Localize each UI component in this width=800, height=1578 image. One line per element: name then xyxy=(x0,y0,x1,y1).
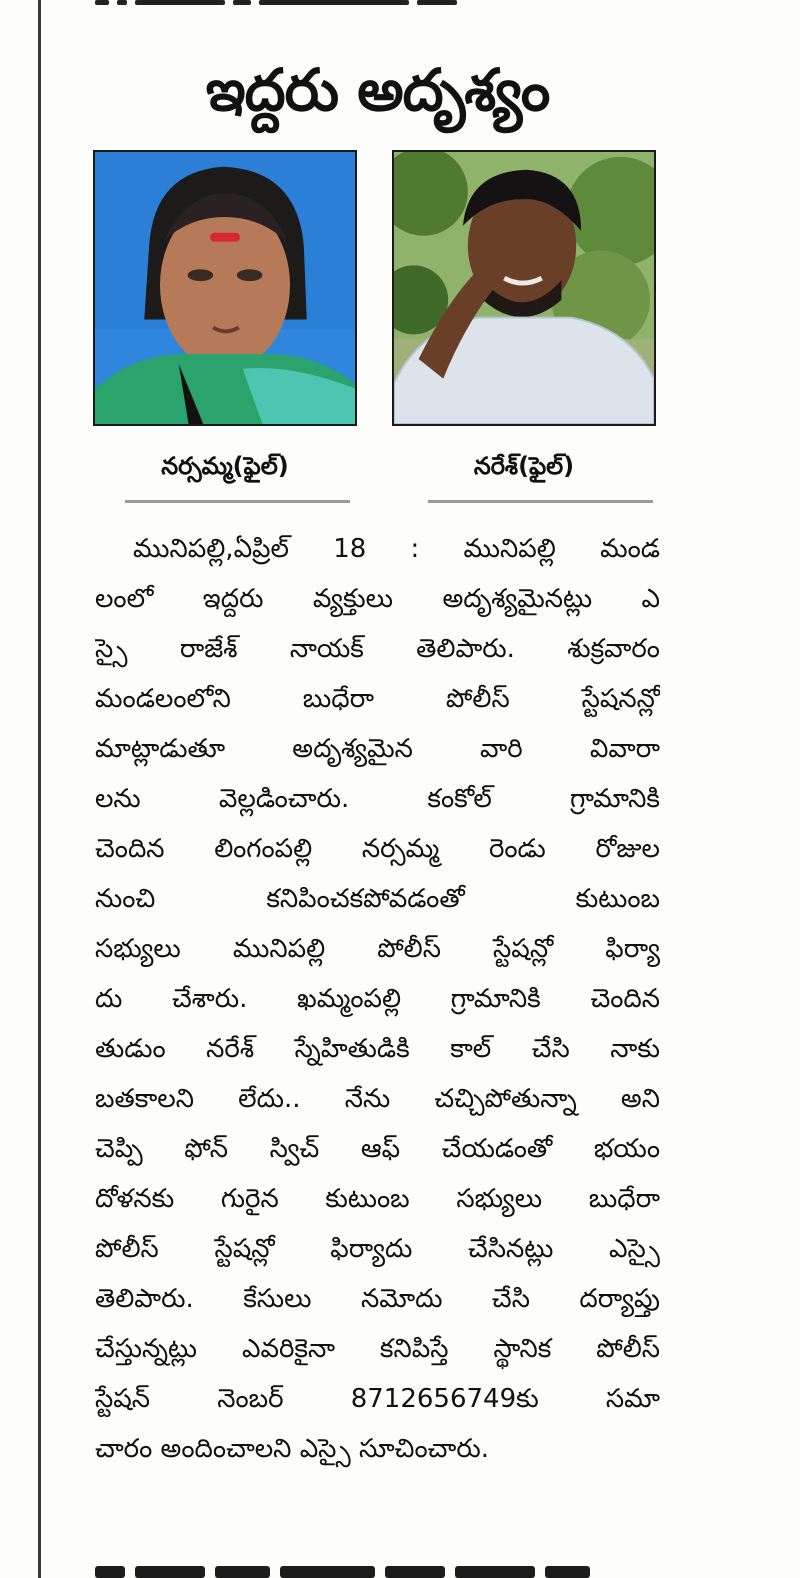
photo-narsamma xyxy=(93,150,357,426)
cropped-next-text xyxy=(95,1566,655,1578)
article-body xyxy=(95,524,660,1474)
portrait-man-image xyxy=(394,152,654,424)
body-line: దు చేశారు. ఖమ్మంపల్లి గ్రామానికి చెందిన xyxy=(95,984,660,1014)
body-line: పోలీస్ స్టేషన్లో ఫిర్యాదు చేసినట్లు ఎస్సై xyxy=(95,1234,660,1264)
body-line: తుడుం నరేశ్ స్నేహితుడికి కాల్ చేసి నాకు xyxy=(95,1034,660,1064)
body-line: చేస్తున్నట్లు ఎవరికైనా కనిపిస్తే స్థానిక పోలీస్ xyxy=(95,1334,660,1364)
portrait-woman-image xyxy=(95,152,355,424)
body-line: చారం అందించాలని ఎస్సై సూచించారు. xyxy=(95,1434,490,1464)
body-line: తెలిపారు. కేసులు నమోదు చేసి దర్యాప్తు xyxy=(95,1284,660,1314)
caption-naresh: నరేశ్(ఫైల్) xyxy=(473,452,575,480)
body-line: మాట్లాడుతూ అదృశ్యమైన వారి వివారా xyxy=(95,734,660,764)
body-line: చెప్పి ఫోన్ స్విచ్ ఆఫ్ చేయడంతో భయం xyxy=(95,1134,660,1164)
cropped-previous-text xyxy=(95,0,485,6)
column-divider xyxy=(38,0,41,1578)
caption-rule-left xyxy=(125,500,350,503)
body-line: మునిపల్లి,ఏప్రిల్ 18 : మునిపల్లి మండ xyxy=(133,534,660,564)
article-headline: ఇద్దరు అదృశ్యం xyxy=(205,56,550,124)
body-line: లను వెల్లడించారు. కంకోల్ గ్రామానికి xyxy=(95,784,660,814)
photo-naresh xyxy=(392,150,656,426)
body-line: స్టేషన్ నెంబర్ 8712656749కు సమా xyxy=(95,1384,660,1414)
caption-rule-right xyxy=(428,500,653,503)
body-line: బతకాలని లేదు.. నేను చచ్చిపోతున్నా అని xyxy=(95,1084,660,1114)
body-line: స్సై రాజేశ్ నాయక్ తెలిపారు. శుక్రవారం xyxy=(95,634,660,664)
body-line: సభ్యులు మునిపల్లి పోలీస్ స్టేషన్లో ఫిర్యా xyxy=(95,934,660,964)
body-line: లంలో ఇద్దరు వ్యక్తులు అదృశ్యమైనట్లు ఎ xyxy=(95,584,660,614)
body-line: మండలంలోని బుధేరా పోలీస్ స్టేషనన్లో xyxy=(95,684,660,714)
caption-narsamma: నర్సమ్మ(ఫైల్) xyxy=(161,452,289,480)
body-line: నుంచి కనిపించకపోవడంతో కుటుంబ xyxy=(95,884,660,914)
body-line: చెందిన లింగంపల్లి నర్సమ్మ రెండు రోజుల xyxy=(95,834,660,864)
body-line: దోళనకు గురైన కుటుంబ సభ్యులు బుధేరా xyxy=(95,1184,660,1214)
